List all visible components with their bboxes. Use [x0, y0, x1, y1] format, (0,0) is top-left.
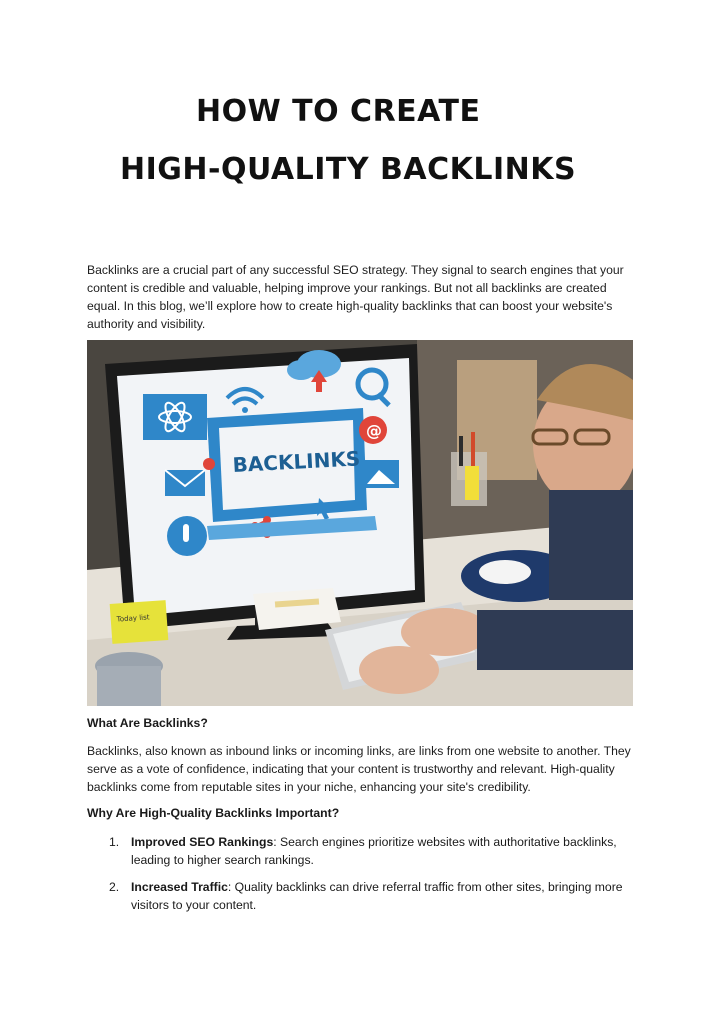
list-item-text: : Quality backlinks can drive referral traffic from other sites, bringing more visitors to your content. [131, 880, 623, 912]
section-what-heading: What Are Backlinks? [87, 716, 208, 730]
list-item-term: Increased Traffic [131, 880, 228, 894]
list-item [109, 833, 634, 873]
page-title-line-2: HIGH-QUALITY BACKLINKS [120, 152, 577, 187]
page-title-line-1: HOW TO CREATE [196, 94, 481, 129]
screen-backlinks-text: BACKLINKS [232, 446, 361, 477]
hero-image [87, 340, 633, 706]
list-item [109, 878, 634, 918]
sticky-note-text: Today list [116, 613, 150, 624]
backlinks-photo-illustration [87, 340, 633, 706]
list-item-body [131, 833, 634, 869]
svg-text:@: @ [366, 421, 382, 440]
sticky-note [110, 600, 169, 644]
section-why-heading: Why Are High-Quality Backlinks Important? [87, 806, 340, 820]
list-item-number: 2. [109, 880, 120, 894]
list-item-text: : Search engines prioritize websites with authoritative backlinks, leading to higher search rankings. [131, 835, 617, 867]
list-item-number: 1. [109, 835, 120, 849]
intro-paragraph: Backlinks are a crucial part of any successful SEO strategy. They signal to search engines that your content is credible and valuable, helping improve your rankings. But not all backlinks are created equal. In this blog, we’ll explore how to create high-quality backlinks that can boost your website's authority and visibility. [87, 263, 624, 331]
section-what-body: Backlinks, also known as inbound links or incoming links, are links from one website to another. They serve as a vote of confidence, indicating that your content is trustworthy and relevant. High-quality backlinks come from reputable sites in your niche, enhancing your site's credibility. [87, 744, 631, 794]
list-item-term: Improved SEO Rankings [131, 835, 274, 849]
list-item-body [131, 878, 634, 914]
